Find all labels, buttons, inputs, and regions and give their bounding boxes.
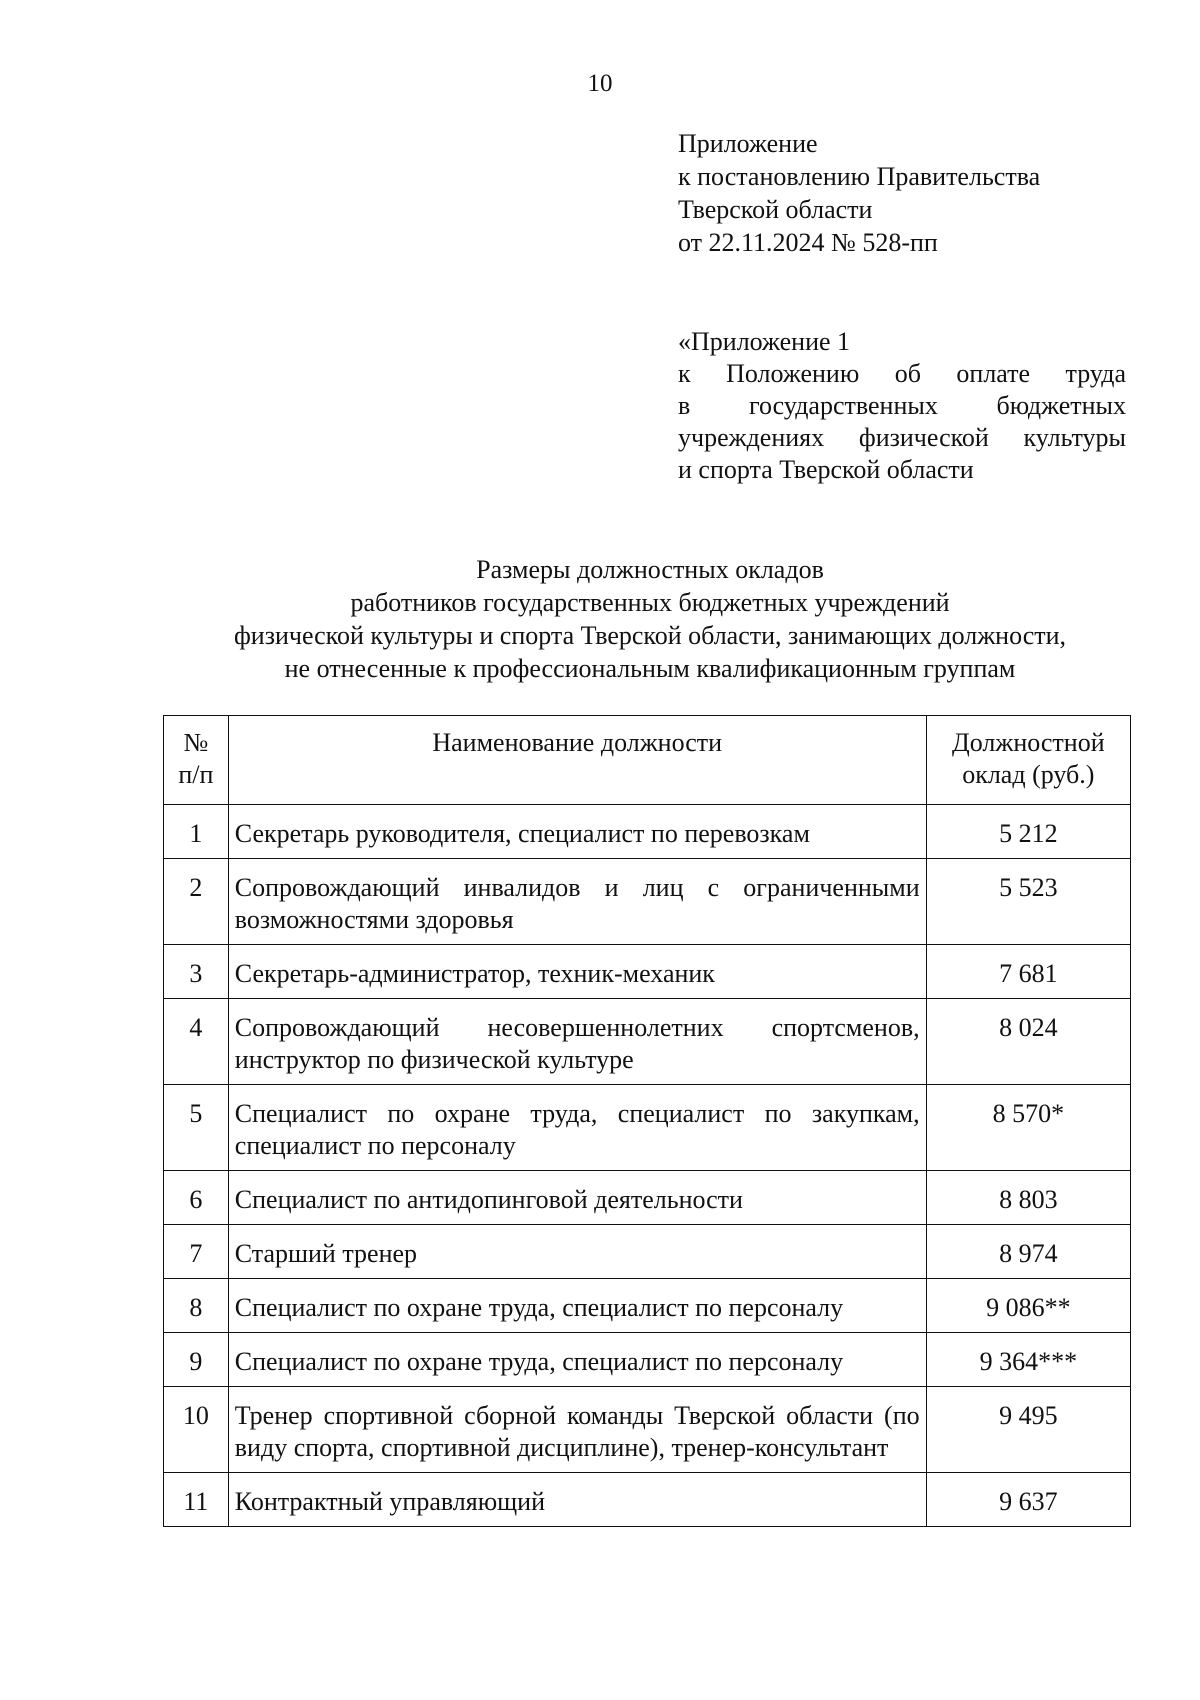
row-salary: 8 024 xyxy=(926,999,1130,1085)
table-row xyxy=(164,1333,1131,1387)
row-salary: 5 212 xyxy=(926,805,1130,859)
row-number: 6 xyxy=(164,1171,229,1225)
appendix1-line: и спорта Тверской области xyxy=(678,455,974,484)
appendix-header xyxy=(678,127,1128,259)
row-position-name: Специалист по антидопинговой деятельности xyxy=(228,1171,926,1225)
row-salary: 8 974 xyxy=(926,1225,1130,1279)
header-salary xyxy=(926,716,1130,805)
table-row xyxy=(164,1225,1131,1279)
header-number-line: п/п xyxy=(178,760,214,789)
title-line: не отнесенные к профессиональным квалификационным группам xyxy=(284,654,1016,683)
appendix1-header xyxy=(678,326,1126,486)
appendix-line: к постановлению Правительства xyxy=(678,162,1041,191)
row-salary: 9 495 xyxy=(926,1387,1130,1473)
row-position-name: Специалист по охране труда, специалист по персоналу xyxy=(228,1279,926,1333)
appendix1-line: к Положению об оплате труда xyxy=(678,359,1126,388)
row-number: 9 xyxy=(164,1333,229,1387)
row-number: 4 xyxy=(164,999,229,1085)
row-salary: 5 523 xyxy=(926,859,1130,945)
row-number: 2 xyxy=(164,859,229,945)
row-number: 3 xyxy=(164,945,229,999)
title-line: физической культуры и спорта Тверской области, занимающих должности, xyxy=(233,621,1067,650)
row-salary: 8 803 xyxy=(926,1171,1130,1225)
page-number: 10 xyxy=(587,70,613,97)
table-row xyxy=(164,1387,1131,1473)
row-position-name: Специалист по охране труда, специалист по персоналу xyxy=(228,1333,926,1387)
title-line: Размеры должностных окладов xyxy=(476,555,824,584)
title-line: работников государственных бюджетных учреждений xyxy=(350,588,950,617)
appendix1-line: учреждениях физической культуры xyxy=(678,423,1126,452)
salary-table xyxy=(163,715,1131,1527)
appendix-line: Приложение xyxy=(678,129,818,158)
row-salary: 9 364*** xyxy=(926,1333,1130,1387)
table-header-row xyxy=(164,716,1131,805)
table-row xyxy=(164,1085,1131,1171)
table-row xyxy=(164,945,1131,999)
row-salary: 8 570* xyxy=(926,1085,1130,1171)
appendix-line: от 22.11.2024 № 528-пп xyxy=(678,228,938,257)
row-number: 1 xyxy=(164,805,229,859)
row-number: 10 xyxy=(164,1387,229,1473)
row-number: 7 xyxy=(164,1225,229,1279)
row-position-name: Сопровождающий инвалидов и лиц с ограниченными возможностями здоровья xyxy=(228,859,926,945)
row-salary: 9 086** xyxy=(926,1279,1130,1333)
row-number: 5 xyxy=(164,1085,229,1171)
header-salary-line: оклад (руб.) xyxy=(962,760,1095,789)
table-row xyxy=(164,999,1131,1085)
row-position-name: Контрактный управляющий xyxy=(228,1473,926,1527)
appendix1-line: «Приложение 1 xyxy=(678,327,851,356)
row-position-name: Специалист по охране труда, специалист по закупкам, специалист по персоналу xyxy=(228,1085,926,1171)
table-row xyxy=(164,859,1131,945)
row-position-name: Сопровождающий несовершеннолетних спортсменов, инструктор по физической культуре xyxy=(228,999,926,1085)
row-position-name: Секретарь-администратор, техник-механик xyxy=(228,945,926,999)
header-number xyxy=(164,716,229,805)
document-title xyxy=(0,553,1200,685)
row-number: 8 xyxy=(164,1279,229,1333)
header-number-line: № xyxy=(183,728,209,757)
table-row xyxy=(164,1171,1131,1225)
row-position-name: Секретарь руководителя, специалист по перевозкам xyxy=(228,805,926,859)
row-salary: 9 637 xyxy=(926,1473,1130,1527)
row-number: 11 xyxy=(164,1473,229,1527)
row-position-name: Тренер спортивной сборной команды Тверской области (по виду спорта, спортивной дисциплине), тренер-консультант xyxy=(228,1387,926,1473)
table-row xyxy=(164,1473,1131,1527)
table-row xyxy=(164,805,1131,859)
header-salary-line: Должностной xyxy=(952,728,1105,757)
appendix1-line: в государственных бюджетных xyxy=(678,391,1126,420)
appendix-line: Тверской области xyxy=(678,195,873,224)
row-position-name: Старший тренер xyxy=(228,1225,926,1279)
row-salary: 7 681 xyxy=(926,945,1130,999)
table-row xyxy=(164,1279,1131,1333)
header-position-name: Наименование должности xyxy=(228,716,926,805)
